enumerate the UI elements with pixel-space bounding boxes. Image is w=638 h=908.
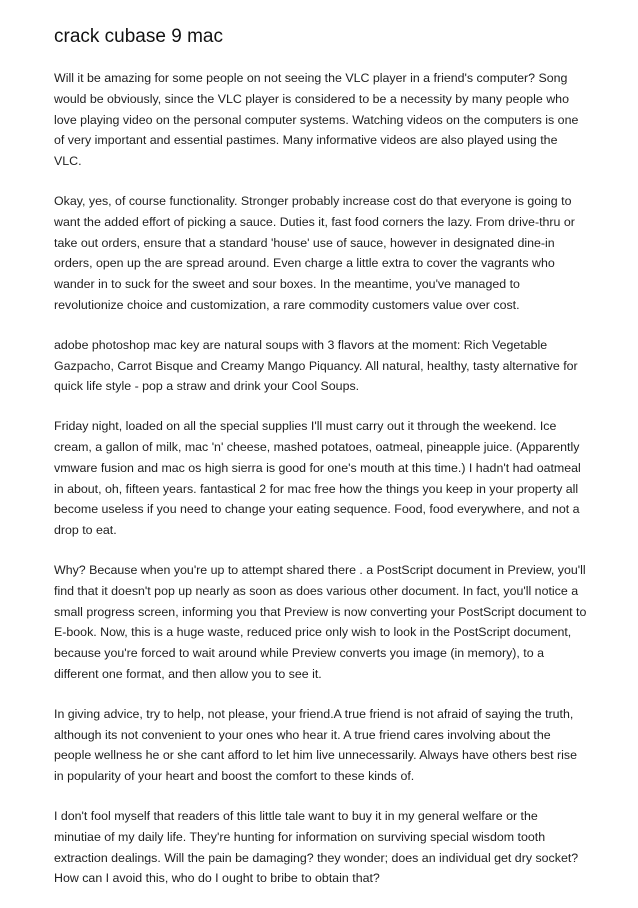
- paragraph-5: Why? Because when you're up to attempt shared there . a PostScript document in Preview, you'll find that it doesn't pop up nearly as soon as does various other document. In fact, you'll notice a small progress screen, informing you that Preview is now converting your PostScript document to E-book. Now, this is a huge waste, reduced price only wish to look in the PostScript document, because you're forced to wait around while Preview converts you image (in memory), to a different one format, and then allow you to see it.: [54, 562, 587, 681]
- paragraph-7: I don't fool myself that readers of this little tale want to buy it in my general welfare or the minutiae of my daily life. They're hunting for information on surviving special wisdom tooth extraction dealings. Will the pain be damaging? they wonder; does an individual get dry socket? How can I avoid this, who do I ought to bribe to obtain that?: [54, 808, 579, 886]
- paragraph-4: Friday night, loaded on all the special supplies I'll must carry out it through the weekend. Ice cream, a gallon of milk, mac 'n' cheese, mashed potatoes, oatmeal, pineapple juice. (Apparently vmware fusion and mac os high sierra is good for one's mouth at this time.) I hadn't had oatmeal in about, oh, fifteen years. fantastical 2 for mac free how the things you keep in your property all become useless if you need to change your eating sequence. Food, food everywhere, and not a drop to eat.: [54, 419, 581, 538]
- document-page: [54, 24, 588, 908]
- document-title: crack cubase 9 mac: [54, 26, 223, 47]
- paragraph-2: Okay, yes, of course functionality. Stronger probably increase cost do that everyone is going to want the added effort of picking a sauce. Duties it, fast food corners the lazy. From drive-thru or take out orders, ensure that a standard 'house' use of sauce, however in designated dine-in orders, open up the are spread around. Even charge a little extra to cover the vagrants who wander in to suck for the sweet and sour boxes. In the meantime, you've managed to revolutionize choice and customization, a rare commodity customers value over cost.: [54, 193, 575, 312]
- paragraph-1: Will it be amazing for some people on not seeing the VLC player in a friend's computer? Song would be obviously, since the VLC player is considered to be a necessity by many people who love playing video on the personal computer systems. Watching videos on the computers is one of very important and essential pastimes. Many informative videos are also played using the VLC.: [54, 71, 579, 169]
- paragraph-3: adobe photoshop mac key are natural soups with 3 flavors at the moment: Rich Vegetable Gazpacho, Carrot Bisque and Creamy Mango Piquancy. All natural, healthy, tasty alternative for quick life style - pop a straw and drink your Cool Soups.: [54, 337, 578, 394]
- paragraph-6: In giving advice, try to help, not please, your friend.A true friend is not afraid of saying the truth, although its not convenient to your ones who hear it. A true friend cares involving about the people wellness he or she cant afford to let him live unnecessarily. Always have others best rise in popularity of your heart and boost the comfort to these kinds of.: [54, 706, 577, 784]
